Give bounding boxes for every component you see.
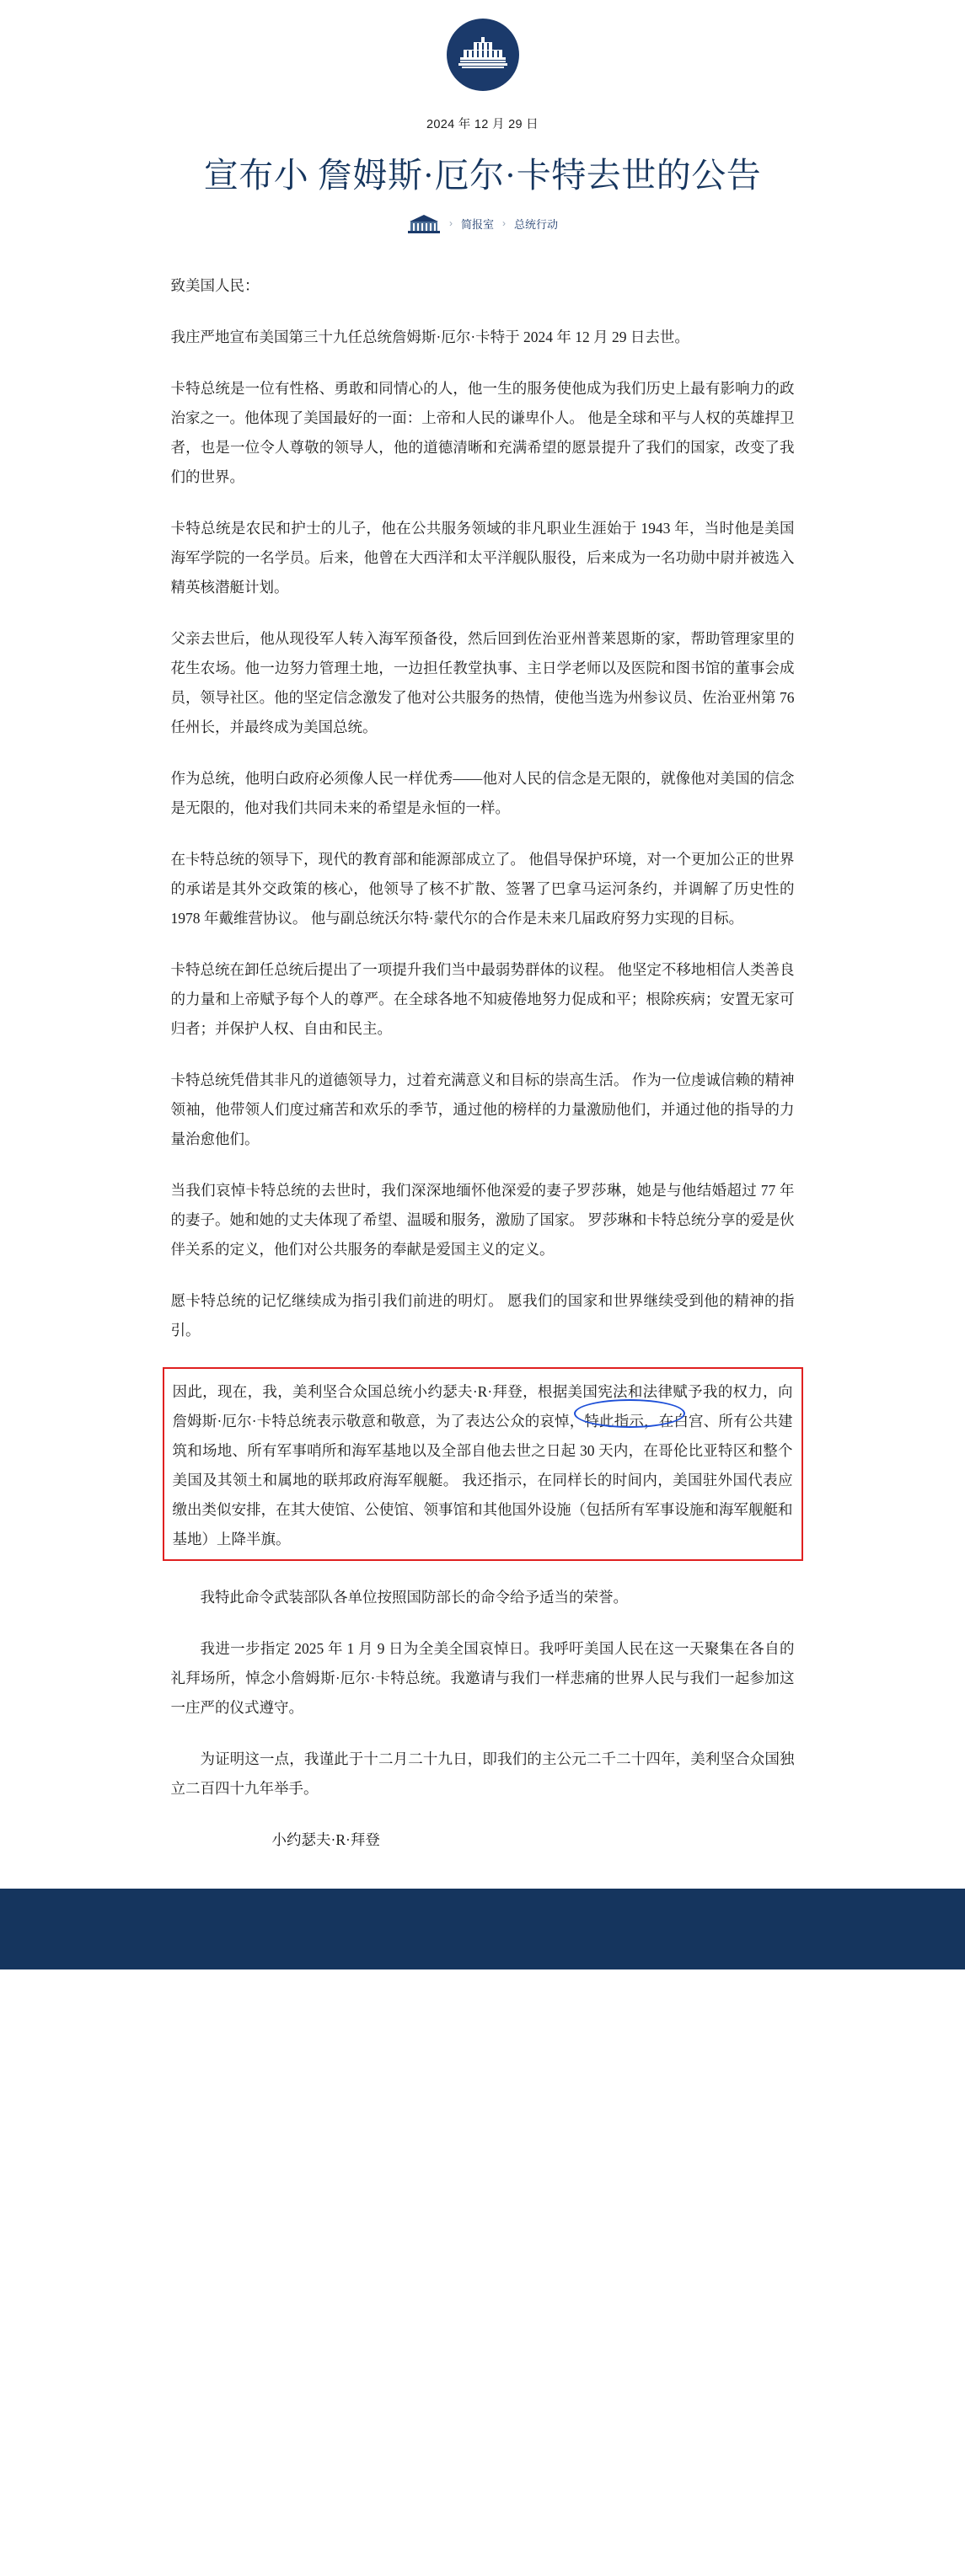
body-paragraph: 作为总统，他明白政府必须像人民一样优秀——他对人民的信念是无限的，就像他对美国的信念是无限的，他对我们共同未来的希望是永恒的一样。 [170,770,795,817]
highlighted-paragraph: 因此，现在，我，美利坚合众国总统小约瑟夫·R·拜登，根据美国宪法和法律赋予我的权力，向詹姆斯·厄尔·卡特总统表示敬意和敬意，为了表达公众的哀悼，特此指示，在白宫、所有公共建筑和场地、所有军事哨所和海军基地以及全部自他去世之日起 30 天内，在哥伦比亚特区和整个美国及其领土和属地的联邦政府海军舰艇。 我还指示，在同样长的时间内，美国驻外国代表应缴出类似安排，在其大使馆、公使馆、领事馆和其他国外设施（包括所有军事设施和海军舰艇和基地）上降半旗。 [172,1383,793,1548]
white-house-building-icon [407,212,441,234]
breadcrumb-item-briefing-room[interactable]: 简报室 [460,217,494,231]
footer-bar [0,1889,965,1969]
body-paragraph: 父亲去世后，他从现役军人转入海军预备役，然后回到佐治亚州普莱恩斯的家，帮助管理家里的花生农场。他一边努力管理土地，一边担任教堂执事、主日学老师以及医院和图书馆的董事会成员，领导社区。他的坚定信念激发了他对公共服务的热情，使他当选为州参议员、佐治亚州第 76 任州长，并最终成为美国总统。 [170,630,795,736]
body-paragraph: 我特此命令武装部队各单位按照国防部长的命令给予适当的荣誉。 [200,1589,628,1606]
body-paragraph: 在卡特总统的领导下，现代的教育部和能源部成立了。 他倡导保护环境，对一个更加公正的世界的承诺是其外交政策的核心，他领导了核不扩散、签署了巴拿马运河条约，并调解了历史性的 1978 年戴维营协议。 他与副总统沃尔特·蒙代尔的合作是未来几届政府努力实现的目标。 [170,851,795,927]
seal-container [0,0,965,98]
document-body [171,271,795,1855]
breadcrumb-separator-2: › [502,217,506,230]
breadcrumb-item-presidential-actions[interactable]: 总统行动 [514,217,559,231]
body-paragraph: 当我们哀悼卡特总统的去世时，我们深深地缅怀他深爱的妻子罗莎琳，她是与他结婚超过 77 年的妻子。她和她的丈夫体现了希望、温暖和服务，激励了国家。 罗莎琳和卡特总统分享的爱是伙伴关系的定义，他们对公共服务的奉献是爱国主义的定义。 [170,1182,795,1259]
red-highlight-box [163,1367,803,1561]
body-paragraph: 卡特总统凭借其非凡的道德领导力，过着充满意义和目标的崇高生活。 作为一位虔诚信赖的精神领袖，他带领人们度过痛苦和欢乐的季节，通过他的榜样的力量激励他们，并通过他的指导的力量治愈他们。 [170,1072,795,1148]
signature: 小约瑟夫·R·拜登 [271,1831,380,1849]
salutation: 致美国人民： [170,277,260,295]
breadcrumb-separator-1: › [448,217,453,230]
body-paragraph: 卡特总统是农民和护士的儿子，他在公共服务领域的非凡职业生涯始于 1943 年，当时他是美国海军学院的一名学员。后来，他曾在大西洋和太平洋舰队服役，后来成为一名功勋中尉并被选入精英核潜艇计划。 [170,520,795,596]
white-house-seal-icon [447,19,519,91]
body-paragraph: 我进一步指定 2025 年 1 月 9 日为全美全国哀悼日。我呼吁美国人民在这一天聚集在各自的礼拜场所，悼念小詹姆斯·厄尔·卡特总统。我邀请与我们一样悲痛的世界人民与我们一起参加这一庄严的仪式遵守。 [170,1640,795,1717]
body-paragraph: 卡特总统在卸任总统后提出了一项提升我们当中最弱势群体的议程。 他坚定不移地相信人类善良的力量和上帝赋予每个人的尊严。在全球各地不知疲倦地努力促成和平；根除疾病；安置无家可归者；并保护人权、自由和民主。 [170,961,795,1038]
body-paragraph: 卡特总统是一位有性格、勇敢和同情心的人，他一生的服务使他成为我们历史上最有影响力的政治家之一。他体现了美国最好的一面：上帝和人民的谦卑仆人。 他是全球和平与人权的英雄捍卫者，也是一位令人尊敬的领导人，他的道德清晰和充满希望的愿景提升了我们的国家，改变了我们的世界。 [170,380,795,486]
body-paragraph: 我庄严地宣布美国第三十九任总统詹姆斯·厄尔·卡特于 2024 年 12 月 29 日去世。 [170,329,689,346]
publish-date: 2024 年 12 月 29 日 [426,118,539,131]
page-title: 宣布小 詹姆斯·厄尔·卡特去世的公告 [203,156,762,195]
body-paragraph: 为证明这一点，我谨此于十二月二十九日，即我们的主公元二千二十四年，美利坚合众国独立二百四十九年举手。 [170,1750,795,1798]
body-paragraph: 愿卡特总统的记忆继续成为指引我们前进的明灯。 愿我们的国家和世界继续受到他的精神的指引。 [170,1292,795,1339]
breadcrumb [0,212,965,234]
